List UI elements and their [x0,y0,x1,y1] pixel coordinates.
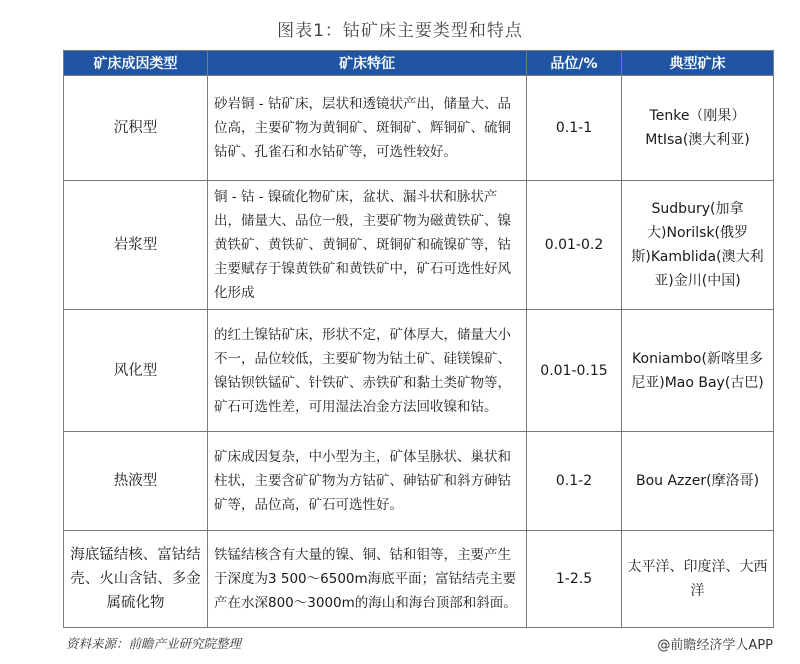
table-row [64,181,774,310]
cell-grade: 0.01-0.2 [527,181,622,310]
cell-typical-deposits: Sudbury(加拿大)Norilsk(俄罗斯)Kamblida(澳大利亚)金川(中国) [622,181,774,310]
cell-deposit-type: 热液型 [64,432,208,531]
cell-deposit-type: 岩浆型 [64,181,208,310]
cell-grade: 0.1-1 [527,76,622,181]
table-row [64,76,774,181]
cobalt-deposit-table-container [63,50,773,628]
cell-deposit-features: 的红土镍钴矿床，形状不定，矿体厚大，储量大小不一，品位较低，主要矿物为钴土矿、硅镁镍矿、镍钴钡铁锰矿、针铁矿、赤铁矿和黏土类矿物等，矿石可选性差，可用湿法冶金方法回收镍和钴。 [208,310,527,432]
column-header-type: 矿床成因类型 [64,51,208,76]
column-header-deposits: 典型矿床 [622,51,774,76]
cell-deposit-features: 砂岩铜 - 钴矿床，层状和透镜状产出，储量大、品位高，主要矿物为黄铜矿、斑铜矿、辉铜矿、硫铜钴矿、孔雀石和水钴矿等，可选性较好。 [208,76,527,181]
page-title: 图表1：钴矿床主要类型和特点 [277,21,523,41]
cell-grade: 1-2.5 [527,531,622,628]
cell-grade: 0.1-2 [527,432,622,531]
cell-deposit-type: 沉积型 [64,76,208,181]
cell-deposit-type: 海底锰结核、富钴结壳、火山含钴、多金属硫化物 [64,531,208,628]
publisher-credit: @前瞻经济学人APP [657,638,773,653]
source-note: 资料来源：前瞻产业研究院整理 [66,636,242,651]
cell-deposit-type: 风化型 [64,310,208,432]
table-header-row [64,51,774,76]
cobalt-deposit-table [63,50,774,628]
cell-deposit-features: 铜 - 钴 - 镍硫化物矿床，盆状、漏斗状和脉状产出，储量大、品位一般，主要矿物为磁黄铁矿、镍黄铁矿、黄铁矿、黄铜矿、斑铜矿和硫镍矿等，钴主要赋存于镍黄铁矿和黄铁矿中，矿石可选性好风化形成 [208,181,527,310]
column-header-features: 矿床特征 [208,51,527,76]
cell-deposit-features: 矿床成因复杂，中小型为主，矿体呈脉状、巢状和柱状，主要含矿矿物为方钴矿、砷钴矿和斜方砷钴矿等，品位高，矿石可选性好。 [208,432,527,531]
cell-typical-deposits: 太平洋、印度洋、大西洋 [622,531,774,628]
table-row [64,531,774,628]
cell-typical-deposits: Tenke（刚果）MtIsa(澳大利亚) [622,76,774,181]
cell-typical-deposits: Bou Azzer(摩洛哥) [622,432,774,531]
cell-grade: 0.01-0.15 [527,310,622,432]
cell-deposit-features: 铁锰结核含有大量的镍、铜、钴和钼等，主要产生于深度为3 500～6500m海底平面；富钴结壳主要产在水深800～3000m的海山和海台顶部和斜面。 [208,531,527,628]
cell-typical-deposits: Koniambo(新喀里多尼亚)Mao Bay(古巴) [622,310,774,432]
table-row [64,432,774,531]
table-row [64,310,774,432]
column-header-grade: 品位/% [527,51,622,76]
